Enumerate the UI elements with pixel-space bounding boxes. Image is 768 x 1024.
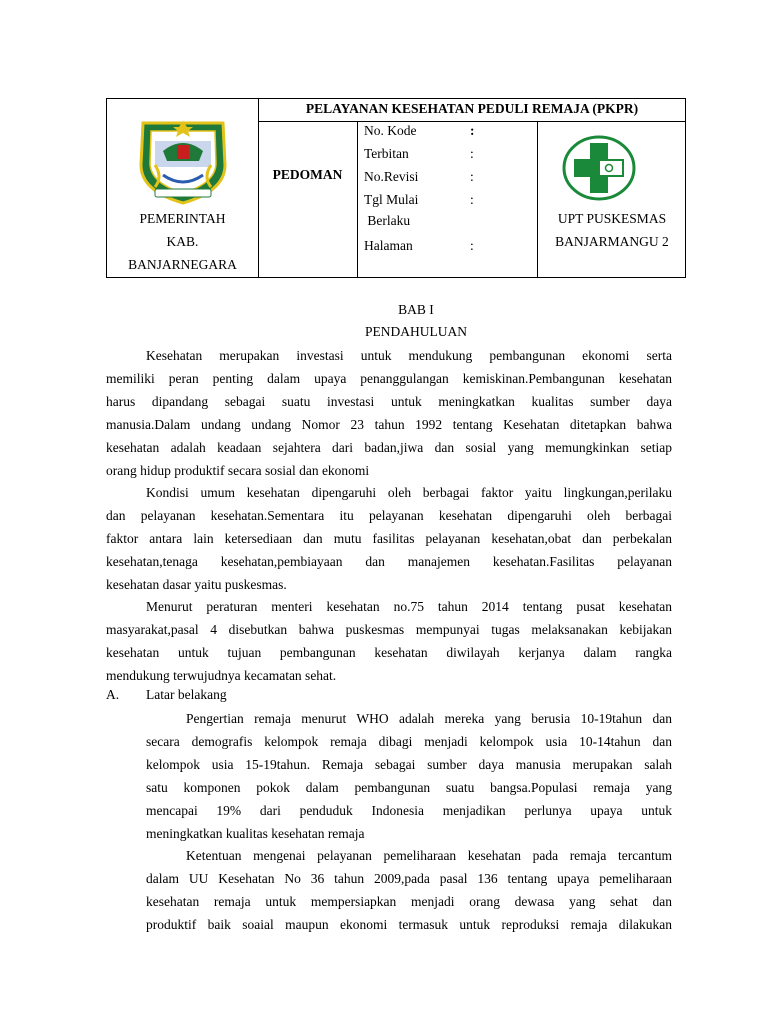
table-divider <box>357 121 358 277</box>
field-colon: : <box>470 238 474 253</box>
text-line: masyarakat,pasal 4 disebutkan bahwa puskesmas mempunyai tugas melaksanakan kebijakan <box>106 622 672 637</box>
section-title: Latar belakang <box>146 687 227 702</box>
section-letter: A. <box>106 687 120 702</box>
table-divider <box>258 99 259 277</box>
org-name-line: BANJARNEGARA <box>128 257 237 272</box>
text-line: satu komponen pokok dalam pembangunan suatu bangsa.Populasi remaja yang <box>146 780 672 795</box>
field-label: Tgl Mulai <box>364 192 419 207</box>
text-line: Menurut peraturan menteri kesehatan no.75 tahun 2014 tentang pusat kesehatan <box>146 599 672 614</box>
puskesmas-cross-icon <box>562 135 636 201</box>
text-line: produktif baik soaial maupun ekonomi termasuk untuk reproduksi remaja dilakukan <box>146 917 672 932</box>
field-label: Halaman <box>364 238 413 253</box>
text-line: dalam UU Kesehatan No 36 tahun 2009,pada pasal 136 tentang upaya pemeliharaan <box>146 871 672 886</box>
text-line: secara demografis kelompok remaja dibagi menjadi kelompok usia 10-14tahun dan <box>146 734 672 749</box>
government-crest-icon <box>133 117 233 205</box>
field-colon: : <box>470 192 474 207</box>
field-label: No. Kode <box>364 123 417 138</box>
text-line: memiliki peran penting dalam upaya penanggulangan kemiskinan.Pembangunan kesehatan <box>106 371 672 386</box>
text-line: kelompok usia 15-19tahun. Remaja sebagai sumber daya manusia merupakan salah <box>146 757 672 772</box>
text-line: Ketentuan mengenai pelayanan pemeliharaan kesehatan pada remaja tercantum <box>186 848 672 863</box>
field-label: No.Revisi <box>364 169 419 184</box>
text-line: mencapai 19% dari penduduk Indonesia menjadikan perlunya upaya untuk <box>146 803 672 818</box>
document-title: PELAYANAN KESEHATAN PEDULI REMAJA (PKPR) <box>305 101 639 116</box>
org-name-line: PEMERINTAH <box>139 211 226 226</box>
paragraph <box>106 595 672 687</box>
paragraph <box>146 707 672 845</box>
puskesmas-name-line: UPT PUSKESMAS <box>557 211 667 226</box>
org-name-line: KAB. <box>166 234 199 249</box>
table-divider <box>258 121 685 122</box>
chapter-title: PENDAHULUAN <box>365 324 467 339</box>
chapter-number: BAB I <box>398 302 434 317</box>
header-table <box>106 98 686 278</box>
text-line: dan pelayanan kesehatan.Sementara itu pelayanan kesehatan dipengaruhi oleh berbagai <box>106 508 672 523</box>
doc-type-label: PEDOMAN <box>272 167 343 182</box>
text-line: harus dipandang sebagai suatu investasi untuk meningkatkan kualitas sumber daya <box>106 394 672 409</box>
text-line: mendukung terwujudnya kecamatan sehat. <box>106 668 337 683</box>
text-line: meningkatkan kualitas kesehatan remaja <box>146 826 365 841</box>
puskesmas-name-line: BANJARMANGU 2 <box>555 234 669 249</box>
field-colon: : <box>470 169 474 184</box>
paragraph <box>106 344 672 482</box>
paragraph <box>106 481 672 596</box>
text-line: kesehatan dasar yaitu puskesmas. <box>106 577 287 592</box>
field-label: Terbitan <box>364 146 409 161</box>
text-line: manusia.Dalam undang undang Nomor 23 tahun 1992 tentang Kesehatan ditetapkan bahwa <box>106 417 672 432</box>
text-line: kesehatan remaja untuk mempersiapkan menjadi orang dewasa yang sehat dan <box>146 894 672 909</box>
text-line: Kesehatan merupakan investasi untuk mendukung pembangunan ekonomi serta <box>146 348 672 363</box>
field-colon: : <box>470 146 474 161</box>
text-line: kesehatan untuk tujuan pembangunan kesehatan diwilayah kerjanya dalam rangka <box>106 645 672 660</box>
text-line: kesehatan,tenaga kesehatan,pembiayaan dan manajemen kesehatan.Fasilitas pelayanan <box>106 554 672 569</box>
text-line: orang hidup produktif secara sosial dan ekonomi <box>106 463 370 478</box>
text-line: Pengertian remaja menurut WHO adalah mereka yang berusia 10-19tahun dan <box>186 711 672 726</box>
text-line: kesehatan adalah keadaan sejahtera dari badan,jiwa dan sosial yang memungkinkan setiap <box>106 440 672 455</box>
table-divider <box>537 121 538 277</box>
text-line: faktor antara lain ketersediaan dan mutu fasilitas pelayanan kesehatan,obat dan perbekalan <box>106 531 672 546</box>
paragraph <box>146 844 672 936</box>
text-line: Kondisi umum kesehatan dipengaruhi oleh berbagai faktor yaitu lingkungan,perilaku <box>146 485 672 500</box>
field-colon: : <box>470 123 475 138</box>
field-label: Berlaku <box>364 213 411 228</box>
